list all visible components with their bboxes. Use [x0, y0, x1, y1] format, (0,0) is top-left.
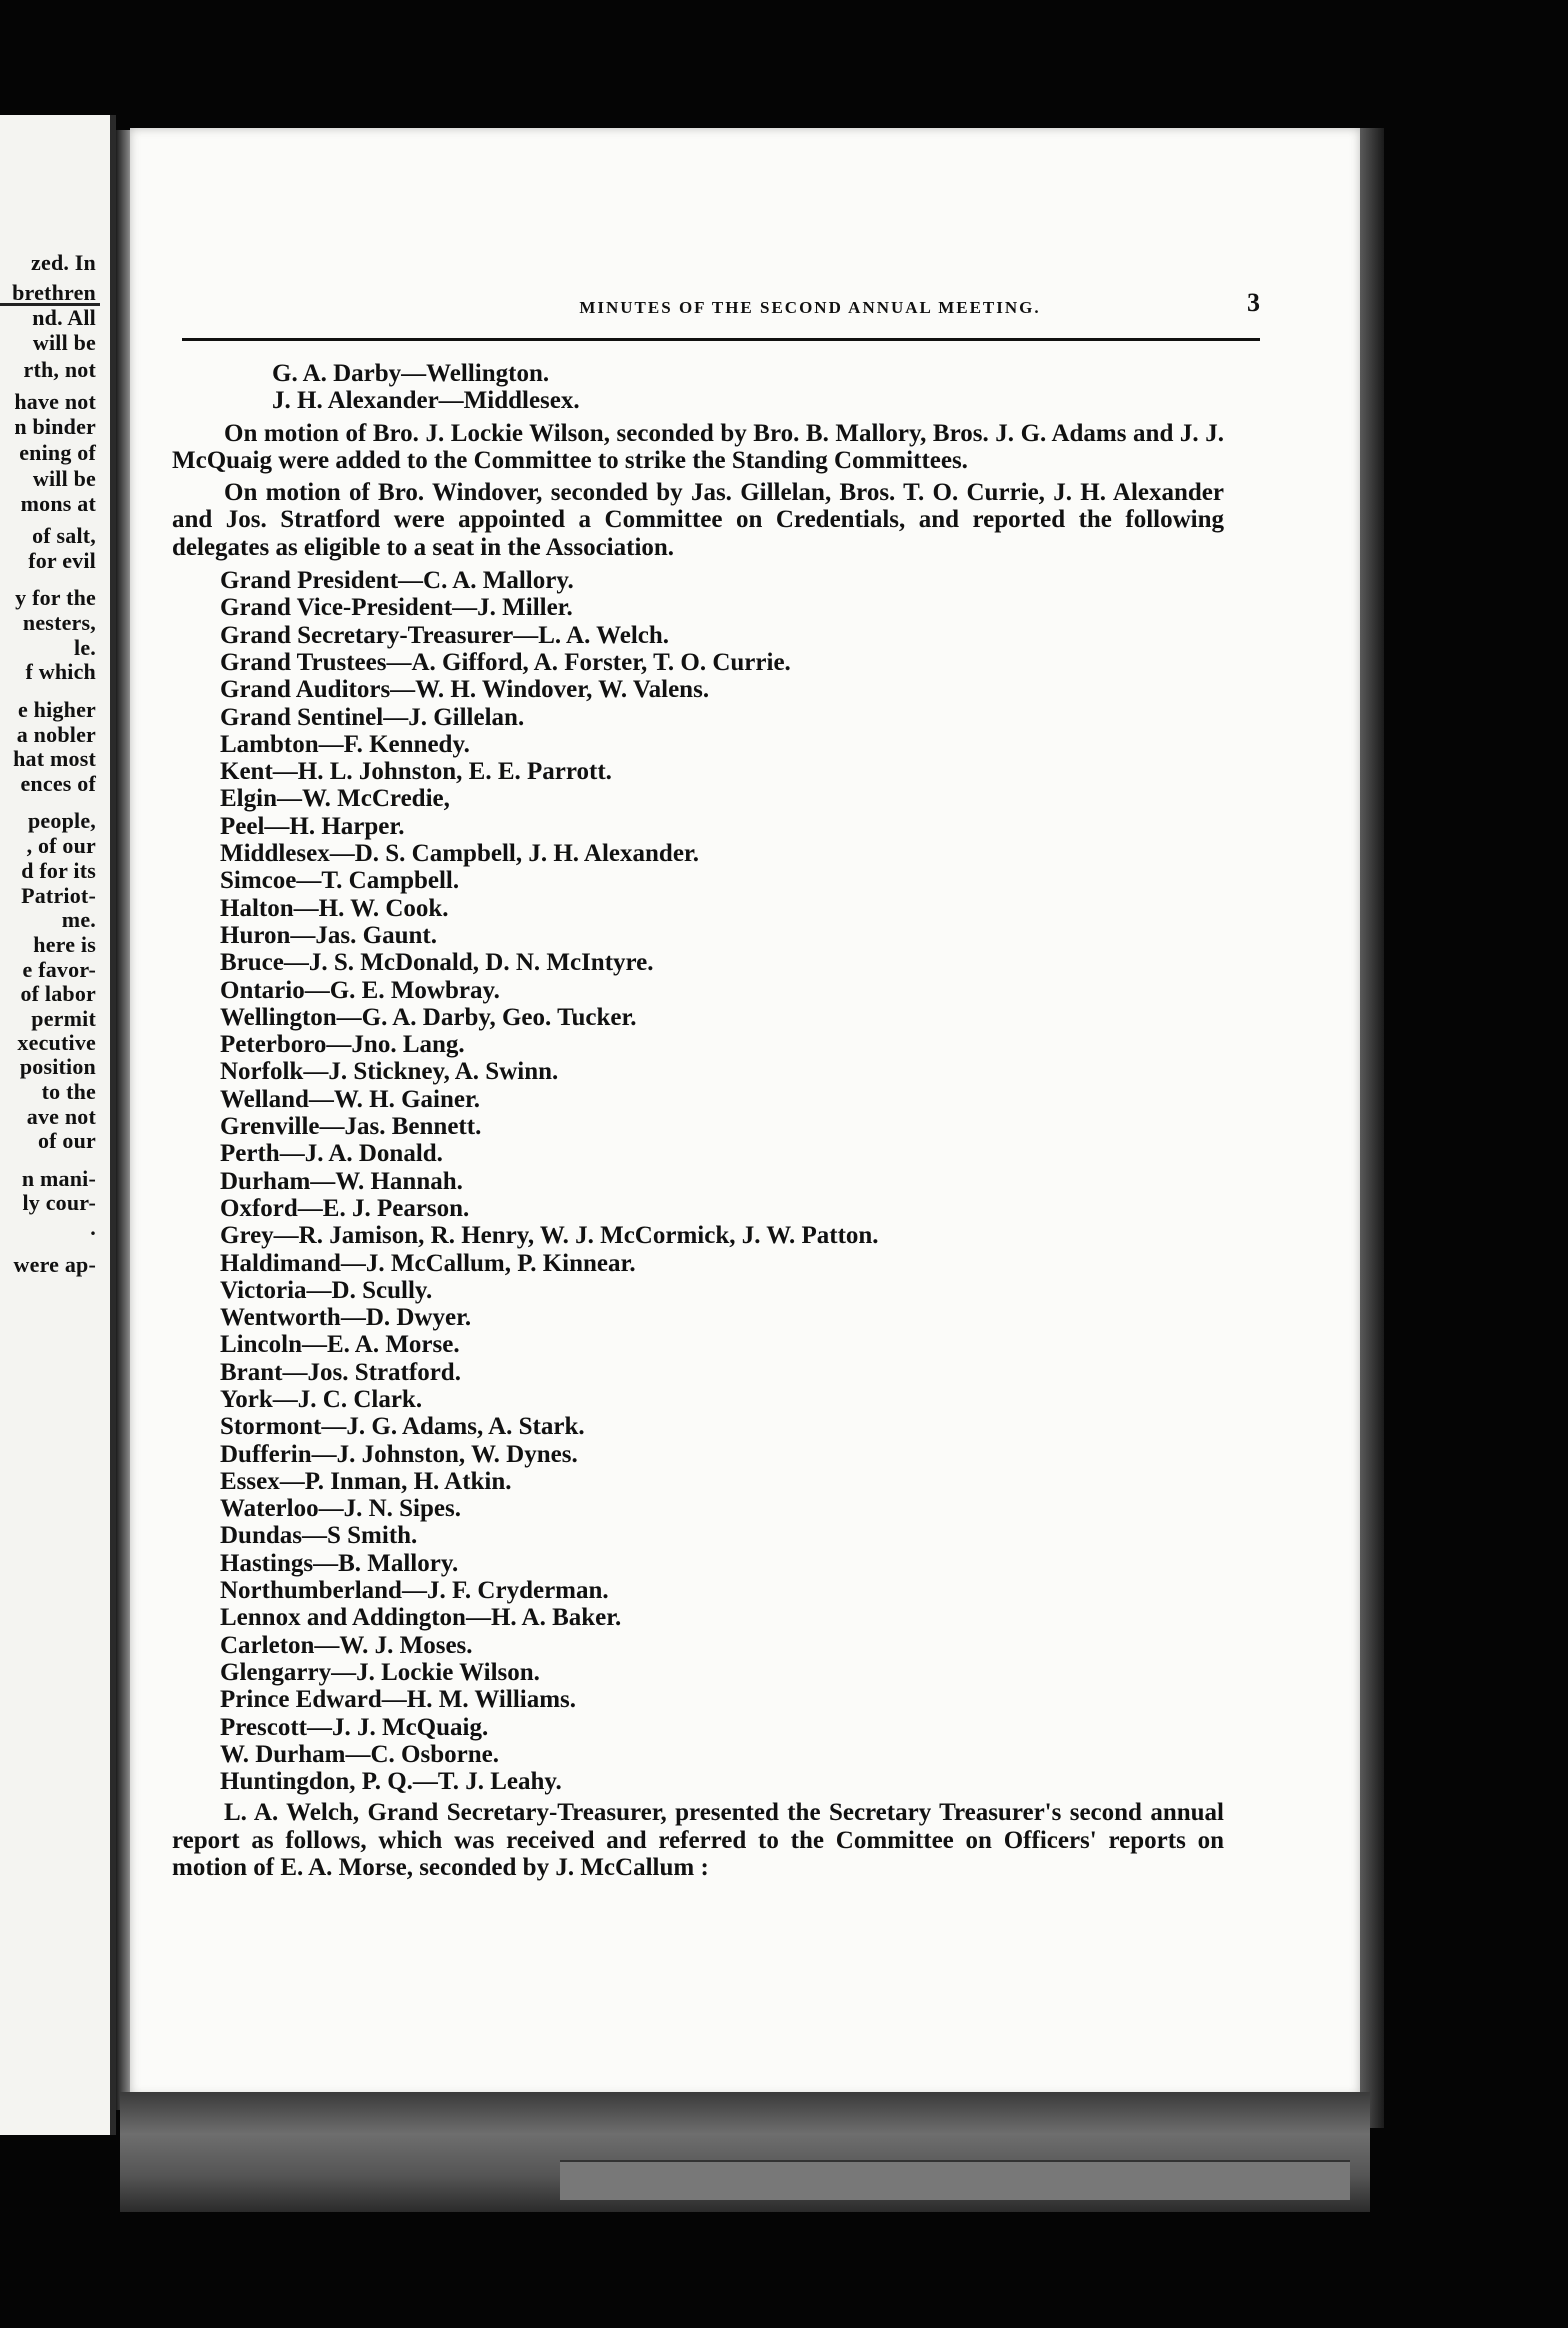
- delegate-entry: Grand Sentinel—J. Gillelan.: [220, 703, 525, 731]
- left-page-line: permit: [31, 1006, 96, 1031]
- delegate-entry: Lambton—F. Kennedy.: [220, 730, 470, 758]
- delegate-entry: Simcoe—T. Campbell.: [220, 867, 460, 895]
- delegate-entry: W. Durham—C. Osborne.: [220, 1740, 499, 1768]
- delegate-entry: Kent—H. L. Johnston, E. E. Parrott.: [220, 758, 612, 786]
- delegate-entry: Carleton—W. J. Moses.: [220, 1631, 473, 1659]
- left-page-line: y for the: [15, 585, 96, 610]
- delegate-entry: Middlesex—D. S. Campbell, J. H. Alexander.: [220, 840, 699, 868]
- left-page-line: Patriot-: [21, 883, 96, 908]
- delegate-entry: Huntingdon, P. Q.—T. J. Leahy.: [220, 1768, 562, 1796]
- left-page-line: ave not: [26, 1104, 96, 1129]
- left-page-line: brethren: [12, 280, 96, 305]
- document-page: [130, 128, 1360, 2096]
- left-page-line: nd. All: [32, 305, 96, 330]
- delegate-entry: Grenville—Jas. Bennett.: [220, 1113, 482, 1141]
- left-page-line: e higher: [18, 697, 96, 722]
- delegate-entry: Essex—P. Inman, H. Atkin.: [220, 1467, 512, 1495]
- left-page-line: me.: [61, 907, 96, 932]
- delegate-entry: Elgin—W. McCredie,: [220, 785, 450, 813]
- left-page-line: here is: [33, 932, 96, 957]
- left-page-line: of our: [37, 1128, 96, 1153]
- delegate-entry: Victoria—D. Scully.: [220, 1276, 433, 1304]
- delegate-entry: Ontario—G. E. Mowbray.: [220, 976, 500, 1004]
- delegate-entry: Haldimand—J. McCallum, P. Kinnear.: [220, 1249, 636, 1277]
- left-page-line: for evil: [28, 548, 96, 573]
- left-page-line: f which: [25, 659, 96, 684]
- delegate-entry: Prescott—J. J. McQuaig.: [220, 1713, 489, 1741]
- left-page-line: of labor: [20, 981, 96, 1006]
- delegate-entry: Dundas—S Smith.: [220, 1522, 418, 1550]
- page-body: [172, 360, 1224, 1881]
- committee-line: G. A. Darby—Wellington.: [272, 360, 550, 387]
- left-page-line: ly cour-: [22, 1190, 96, 1215]
- left-page-line: were ap-: [13, 1252, 96, 1277]
- left-page-line: zed. In: [31, 250, 96, 275]
- committee-line: J. H. Alexander—Middlesex.: [272, 387, 580, 415]
- left-page-line: will be: [32, 466, 96, 491]
- delegate-entry: Lennox and Addington—H. A. Baker.: [220, 1604, 622, 1632]
- left-page-line: have not: [14, 389, 96, 414]
- delegate-entry: Bruce—J. S. McDonald, D. N. McIntyre.: [220, 949, 654, 977]
- left-page-line: , of our: [26, 833, 96, 858]
- delegate-entry: Grand Trustees—A. Gifford, A. Forster, T. O. Currie.: [220, 648, 791, 676]
- delegate-entry: Wellington—G. A. Darby, Geo. Tucker.: [220, 1003, 637, 1031]
- delegate-entry: Glengarry—J. Lockie Wilson.: [220, 1658, 540, 1686]
- left-page-line: position: [19, 1054, 96, 1079]
- left-page-line: will be: [32, 330, 96, 355]
- left-page-line: mons at: [20, 491, 96, 516]
- left-page-line: e favor-: [22, 957, 96, 982]
- left-page-line: d for its: [21, 858, 96, 883]
- delegate-entry: Lincoln—E. A. Morse.: [220, 1331, 460, 1359]
- left-page-line: ening of: [19, 440, 96, 465]
- left-page-line: .: [90, 1215, 96, 1240]
- delegate-entry: Waterloo—J. N. Sipes.: [220, 1495, 461, 1523]
- delegate-entry: Wentworth—D. Dwyer.: [220, 1304, 472, 1332]
- left-page-line: people,: [27, 808, 96, 833]
- delegate-entry: Welland—W. H. Gainer.: [220, 1085, 481, 1113]
- delegate-entry: Grand Auditors—W. H. Windover, W. Valens.: [220, 676, 710, 704]
- delegate-entry: Peterboro—Jno. Lang.: [220, 1031, 465, 1059]
- delegate-entry: Peel—H. Harper.: [220, 812, 405, 840]
- left-page-line: a nobler: [16, 722, 96, 747]
- delegate-entry: Huron—Jas. Gaunt.: [220, 921, 437, 949]
- left-facing-page: [0, 115, 116, 2135]
- delegate-entry: Durham—W. Hannah.: [220, 1167, 463, 1195]
- delegate-entry: Hastings—B. Mallory.: [220, 1549, 459, 1577]
- left-page-line: ences of: [20, 771, 96, 796]
- delegate-entry: Halton—H. W. Cook.: [220, 894, 449, 922]
- left-page-line: nesters,: [22, 610, 96, 635]
- report-paragraph: L. A. Welch, Grand Secretary-Treasurer, presented the Secretary Treasurer's second annual report as follows, which was received and referred to the Committee on Officers' reports on motion of E. A. Morse, seconded by J. McCallum :: [172, 1799, 1224, 1882]
- delegate-list: [172, 567, 1224, 1795]
- delegate-entry: Oxford—E. J. Pearson.: [220, 1194, 470, 1222]
- delegate-entry: Grand Secretary-Treasurer—L. A. Welch.: [220, 621, 670, 649]
- left-page-line: to the: [41, 1079, 96, 1104]
- left-page-line: n mani-: [21, 1166, 96, 1191]
- left-page-line: le.: [74, 635, 96, 660]
- delegate-entry: Grand Vice-President—J. Miller.: [220, 594, 573, 622]
- delegate-entry: Stormont—J. G. Adams, A. Stark.: [220, 1413, 585, 1441]
- left-page-line: hat most: [13, 746, 96, 771]
- delegate-entry: Norfolk—J. Stickney, A. Swinn.: [220, 1058, 559, 1086]
- delegate-entry: Grey—R. Jamison, R. Henry, W. J. McCormick, J. W. Patton.: [220, 1222, 879, 1250]
- running-head: MINUTES OF THE SECOND ANNUAL MEETING.: [579, 298, 1041, 317]
- credentials-paragraph: On motion of Bro. Windover, seconded by Jas. Gillelan, Bros. T. O. Currie, J. H. Alexander and Jos. Stratford were appointed a Committee on Credentials, and reported the following delegates as eligible to a seat in the Association.: [172, 479, 1224, 561]
- left-page-line: n binder: [14, 414, 96, 439]
- book-binding-band: [560, 2160, 1350, 2200]
- delegate-entry: York—J. C. Clark.: [220, 1385, 423, 1413]
- delegate-entry: Brant—Jos. Stratford.: [220, 1358, 461, 1386]
- motion-paragraph: On motion of Bro. J. Lockie Wilson, seconded by Bro. B. Mallory, Bros. J. G. Adams and J. J. McQuaig were added to the Committee to strike the Standing Committees.: [172, 419, 1224, 474]
- delegate-entry: Northumberland—J. F. Cryderman.: [220, 1577, 609, 1605]
- page-edge-shadow: [1360, 128, 1384, 2128]
- header-rule: [182, 338, 1260, 341]
- left-page-line: rth, not: [23, 357, 96, 382]
- page-number: 3: [1247, 288, 1260, 317]
- delegate-entry: Perth—J. A. Donald.: [220, 1140, 443, 1168]
- left-page-line: of salt,: [32, 523, 96, 548]
- delegate-entry: Dufferin—J. Johnston, W. Dynes.: [220, 1440, 578, 1468]
- delegate-entry: Prince Edward—H. M. Williams.: [220, 1686, 577, 1714]
- delegate-entry: Grand President—C. A. Mallory.: [220, 567, 574, 595]
- left-page-line: xecutive: [17, 1030, 96, 1055]
